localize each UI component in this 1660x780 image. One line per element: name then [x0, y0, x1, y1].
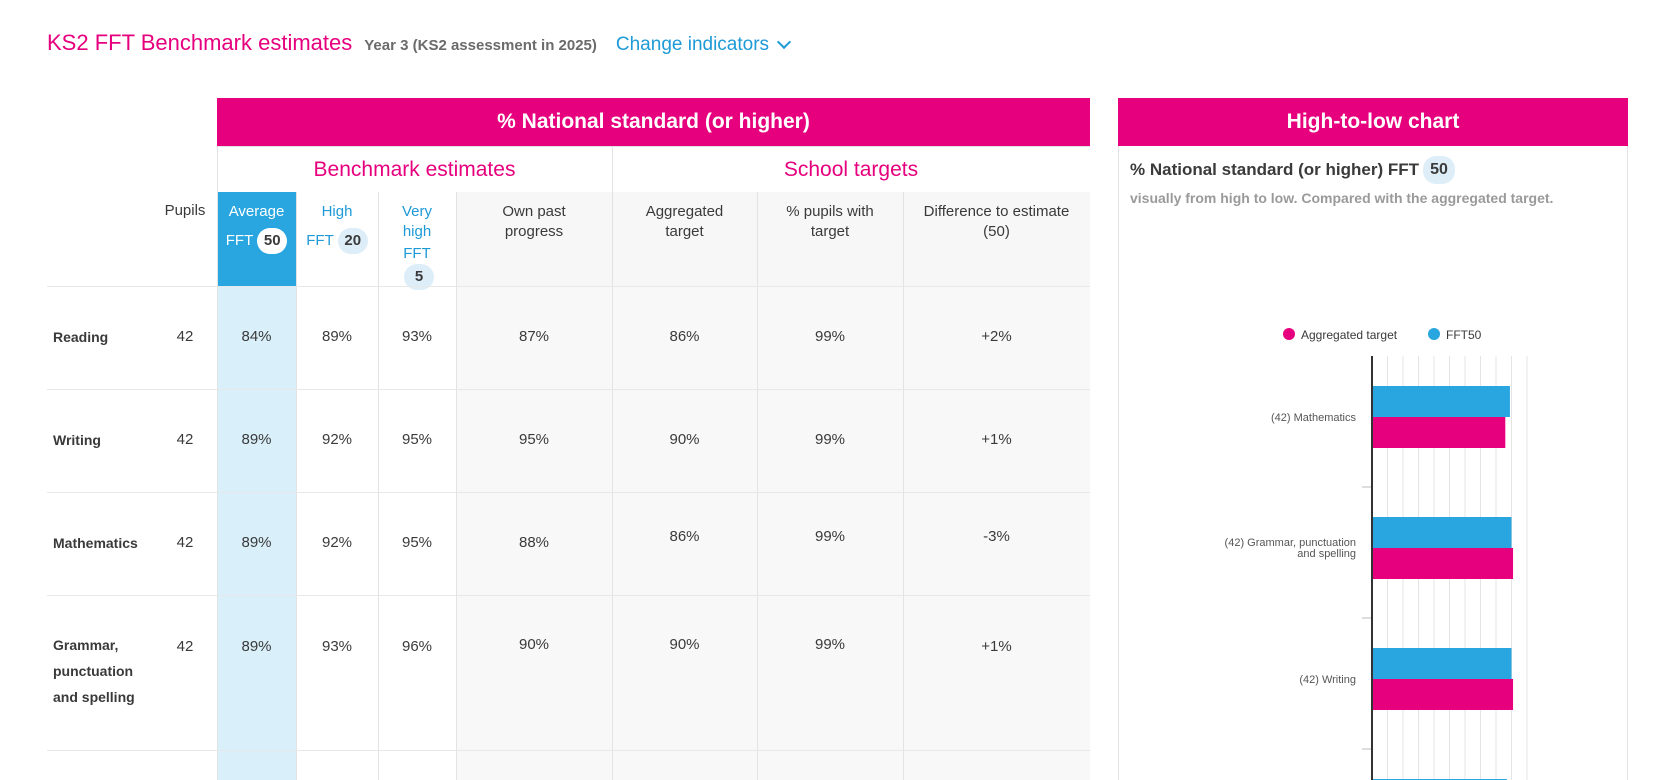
aggregated-cell: 86% [669, 528, 700, 545]
pct-pupils-cell: 99% [814, 528, 846, 545]
very-high-fft-pill: 5 [404, 264, 434, 290]
difference-cell: +1% [981, 431, 1012, 448]
benchmark-table [47, 98, 1090, 780]
average-cell: 89% [241, 638, 272, 655]
subject-label: Mathematics [53, 535, 138, 551]
change-indicators-dropdown[interactable] [616, 34, 789, 56]
aggregated-cell: 90% [669, 636, 700, 653]
change-indicators-label[interactable]: Change indicators [615, 34, 770, 55]
very-high-label: Very high [401, 203, 432, 240]
legend-label: FFT50 [1446, 328, 1482, 342]
table-row[interactable] [47, 595, 1090, 750]
table-row[interactable] [47, 286, 1090, 389]
aggregated-cell: 86% [669, 328, 700, 345]
pupils-cell: 42 [176, 328, 194, 345]
average-fft-label: FFT [225, 232, 254, 249]
subject-label: Reading [53, 329, 109, 345]
difference-cell: -3% [983, 528, 1010, 545]
bar-aggregated-target [1372, 417, 1505, 448]
main-header: % National standard (or higher) [217, 98, 1090, 146]
legend-marker [1283, 328, 1295, 340]
chart-title [1130, 156, 1455, 184]
chart-subtitle: visually from high to low. Compared with the aggregated target. [1130, 190, 1554, 206]
bar-aggregated-target [1372, 548, 1513, 579]
benchmark-group-header: Benchmark estimates [217, 146, 612, 192]
page-header [47, 30, 789, 64]
high-cell: 92% [321, 534, 353, 551]
difference-cell: +2% [981, 328, 1012, 345]
difference-cell: +1% [981, 638, 1012, 655]
row-divider [47, 750, 1090, 751]
high-cell: 93% [321, 638, 353, 655]
average-cell: 89% [241, 534, 272, 551]
table-row[interactable] [47, 492, 1090, 595]
legend-marker [1428, 328, 1440, 340]
average-cell: 84% [241, 328, 272, 345]
very-high-cell: 93% [401, 328, 433, 345]
average-header[interactable] [217, 192, 296, 286]
category-label: (42) Mathematics [1271, 412, 1356, 424]
difference-header: Difference to estimate (50) [903, 192, 1090, 286]
own-past-cell: 90% [518, 636, 550, 653]
high-header[interactable] [296, 192, 378, 286]
aggregated-header: Aggregated target [612, 192, 757, 286]
bar-fft50 [1372, 517, 1512, 548]
pupils-header: Pupils [164, 202, 206, 219]
page-title: KS2 FFT Benchmark estimates [47, 30, 353, 55]
bar-chart [1119, 228, 1627, 780]
bar-fft50 [1372, 648, 1512, 679]
average-label: Average [228, 203, 285, 220]
bar-aggregated-target [1372, 679, 1513, 710]
pct-pupils-cell: 99% [814, 328, 846, 345]
very-high-fft-label: FFT [403, 245, 431, 262]
aggregated-cell: 90% [669, 431, 700, 448]
chart-title-text: % National standard (or higher) FFT [1130, 160, 1420, 179]
average-cell: 89% [241, 431, 272, 448]
very-high-cell: 96% [401, 638, 433, 655]
legend-label: Aggregated target [1301, 328, 1398, 342]
pupils-cell: 42 [176, 534, 194, 551]
very-high-cell: 95% [401, 534, 433, 551]
high-fft-label: FFT [306, 232, 334, 249]
subject-label: Grammar, punctuation and spelling [53, 637, 135, 705]
very-high-header[interactable] [378, 192, 456, 286]
category-label: (42) Grammar, punctuation [1224, 537, 1356, 549]
average-fft-pill: 50 [257, 228, 287, 254]
table-row[interactable] [47, 389, 1090, 492]
chart-panel-header: High-to-low chart [1118, 98, 1628, 146]
subject-label: Writing [53, 432, 101, 448]
category-label: and spelling [1297, 548, 1356, 560]
category-label: (42) Writing [1299, 674, 1356, 686]
own-past-cell: 95% [518, 431, 550, 448]
pupils-cell: 42 [176, 431, 194, 448]
pct-pupils-header: % pupils with target [757, 192, 903, 286]
own-past-header: Own past progress [456, 192, 612, 286]
pct-pupils-cell: 99% [814, 431, 846, 448]
high-label: High [321, 203, 353, 220]
own-past-cell: 87% [518, 328, 550, 345]
targets-group-header: School targets [612, 146, 1090, 192]
high-cell: 89% [321, 328, 353, 345]
high-cell: 92% [321, 431, 353, 448]
own-past-cell: 88% [518, 534, 550, 551]
pct-pupils-cell: 99% [814, 636, 846, 653]
page-subtitle: Year 3 (KS2 assessment in 2025) [364, 37, 597, 54]
high-fft-pill: 20 [338, 228, 368, 254]
chevron-down-icon[interactable] [777, 35, 791, 49]
bar-fft50 [1372, 386, 1510, 417]
high-to-low-chart-panel [1118, 98, 1628, 780]
very-high-cell: 95% [401, 431, 433, 448]
chart-title-pill: 50 [1423, 156, 1455, 184]
pupils-cell: 42 [176, 638, 194, 655]
